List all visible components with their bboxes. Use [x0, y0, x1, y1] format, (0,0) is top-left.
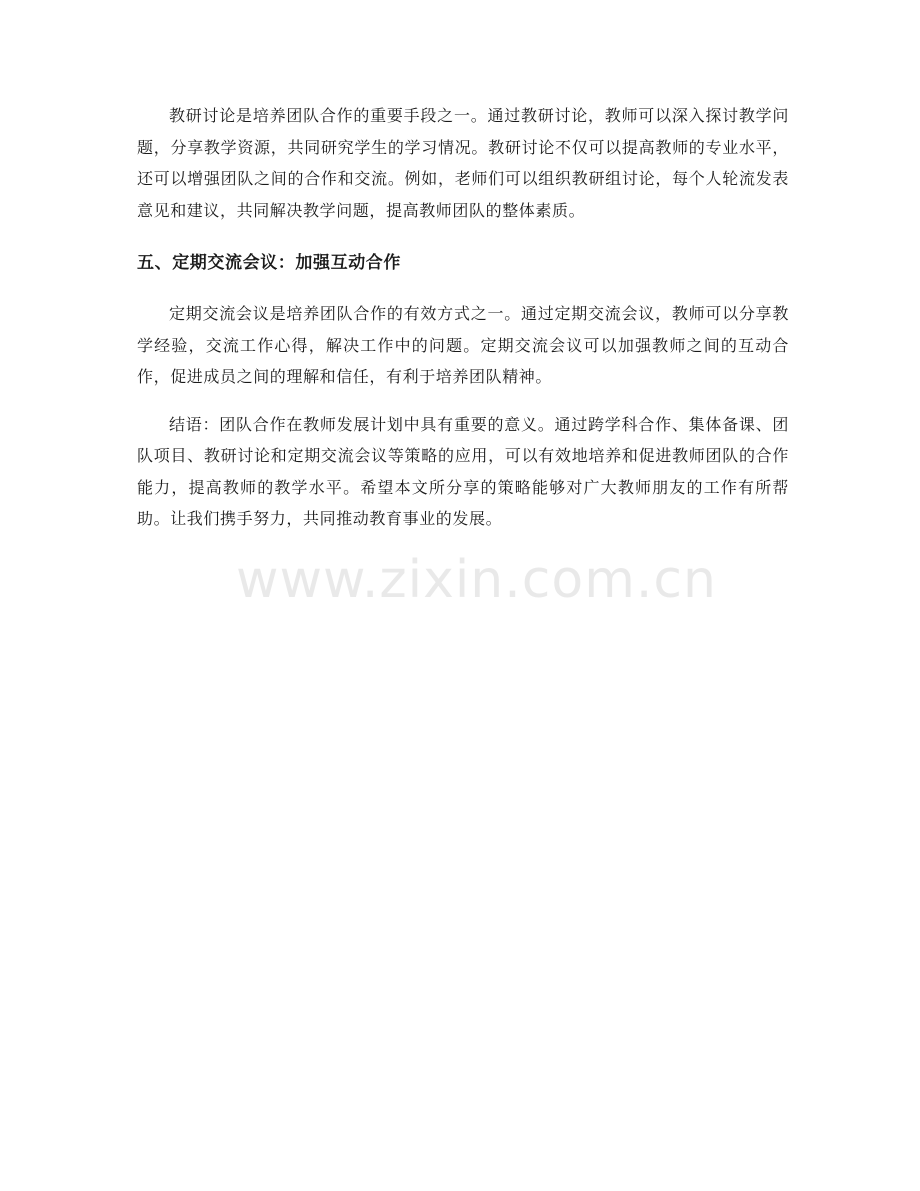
paragraph-teaching-research-discussion: 教研讨论是培养团队合作的重要手段之一。通过教研讨论，教师可以深入探讨教学问题，分享教学资源，共同研究学生的学习情况。教研讨论不仅可以提高教师的专业水平，还可以增强团队之间的合作和交流。例如，老师们可以组织教研组讨论，每个人轮流发表意见和建议，共同解决教学问题，提高教师团队的整体素质。: [137, 106, 789, 220]
watermark-text: www.zixin.com.cn: [236, 550, 717, 610]
paragraph-conclusion: 结语：团队合作在教师发展计划中具有重要的意义。通过跨学科合作、集体备课、团队项目、教研讨论和定期交流会议等策略的应用，可以有效地培养和促进教师团队的合作能力，提高教师的教学水平。希望本文所分享的策略能够对广大教师朋友的工作有所帮助。让我们携手努力，共同推动教育事业的发展。: [137, 414, 789, 528]
document-body: [137, 100, 789, 535]
paragraph-regular-meetings: 定期交流会议是培养团队合作的有效方式之一。通过定期交流会议，教师可以分享教学经验，交流工作心得，解决工作中的问题。定期交流会议可以加强教师之间的互动合作，促进成员之间的理解和信任，有利于培养团队精神。: [137, 304, 789, 386]
section-heading: 五、定期交流会议：加强互动合作: [137, 253, 401, 273]
